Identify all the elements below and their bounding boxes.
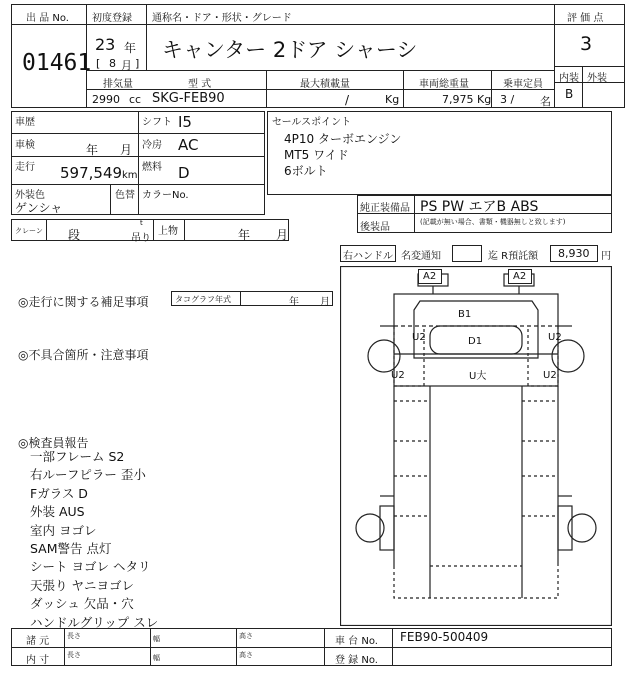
front-right-wheel [552,340,584,372]
sales-point-item: 6ボルト [284,164,328,178]
length-label: 長さ [67,632,81,640]
crane-label: クレーン [15,227,43,235]
exterior-color-value: ゲンシャ [15,201,63,215]
tachograph-month-unit: 月 [320,297,330,308]
max-load-value: / [345,93,350,107]
fuel-label: 燃料 [142,162,162,173]
vehicle-name: キャンター 2ドア シャーシ [162,38,418,62]
interior-height-label: 高さ [239,651,253,659]
driving-notes-label: ◎走行に関する補足事項 [18,295,149,309]
interior-dimensions-label: 内 寸 [26,655,50,666]
inspector-item: シート ヨゴレ ヘタリ [30,559,151,575]
aircon-value: AC [178,136,199,154]
width-label: 幅 [153,635,160,643]
max-load-unit: Kg [385,93,400,106]
sales-point-item: MT5 ワイド [284,148,349,162]
standard-equipment-value: PS PW エアB ABS [420,199,539,215]
inspector-item: Fガラス D [30,485,88,501]
deposit-unit: 円 [601,251,611,262]
history-label: 車歴 [15,117,35,128]
name-change-label: 名変通知 [401,251,441,262]
damage-mark-u2: U2 [412,332,426,343]
upper-month-unit: 月 [276,228,289,242]
name-change-box [452,245,482,262]
rear-right-fender [558,506,572,550]
inspector-item: SAM警告 点灯 [30,541,112,557]
gross-weight-value: 7,975 [442,93,474,106]
dimensions-label: 諸 元 [26,636,50,647]
mileage-value: 597,549 [60,164,123,182]
displacement-unit: cc [129,93,142,106]
inspection-year-unit: 年 [86,143,99,157]
year-unit: 年 [124,41,137,55]
first-registration-label: 初度登録 [92,13,132,24]
interior-grade-value: B [565,87,574,101]
fuel-value: D [178,164,190,182]
truck-damage-diagram [340,266,612,626]
rear-left-fender [380,506,394,550]
gross-weight-unit: Kg [477,93,492,106]
inspector-item: ハンドルグリップ スレ [30,614,159,630]
first-registration-month: 8 [109,57,116,70]
max-load-label: 最大積載量 [300,79,350,90]
inspector-item: 一部フレーム S2 [30,449,125,464]
interior-grade-label: 内装 [559,73,579,84]
month-bracket-close: ] [135,57,140,70]
inspector-report-label: ◎検査員報告 [18,436,89,450]
damage-mark-a2: A2 [423,271,437,282]
inspector-item: 天張り ヤニヨゴレ [30,577,134,593]
damage-mark-u2: U2 [548,332,562,343]
tachograph-year-unit: 年 [289,297,299,308]
color-change-label: 色替 [115,190,135,201]
chassis-number-label: 車 台 No. [335,636,378,647]
lot-number: 01461 [22,50,92,76]
inspector-item: 室内 ヨゴレ [30,522,97,538]
capacity-label: 乗車定員 [503,79,543,90]
deposit-value: 8,930 [558,247,590,260]
inspection-label: 車検 [15,140,35,151]
capacity-unit: 名 [540,95,551,108]
height-label: 高さ [239,632,253,640]
color-number-label: カラーNo. [142,190,189,201]
interior-length-label: 長さ [67,651,81,659]
crane-ton-mark: t [140,219,143,227]
aftermarket-label: 後装品 [360,222,390,233]
crane-stage-unit: 段 [68,228,81,242]
inspection-month-unit: 月 [120,143,133,157]
damage-mark-d1: D1 [468,336,483,347]
right-hand-drive-label: 右ハンドル [343,251,393,262]
displacement-value: 2990 [92,93,120,106]
gross-weight-label: 車両総重量 [419,79,469,90]
sales-points-label: セールスポイント [272,117,352,128]
month-unit: 月 [121,59,132,72]
month-bracket-open: [ [96,57,101,70]
shift-value: I5 [178,113,192,131]
defects-label: ◎不具合箇所・注意事項 [18,348,149,362]
inspector-item: ダッシュ 欠品・穴 [30,596,134,612]
damage-mark-u-large: U大 [469,371,487,382]
damage-mark-u2: U2 [543,370,557,381]
upper-year-unit: 年 [238,228,251,242]
interior-width-label: 幅 [153,654,160,662]
model-label: 型 式 [188,79,212,90]
damage-mark-a2: A2 [513,271,527,282]
aircon-label: 冷房 [142,140,162,151]
front-left-wheel [368,340,400,372]
registration-number-label: 登 録 No. [335,655,378,666]
exterior-grade-label: 外装 [587,73,607,84]
grade-label: 評 価 点 [567,13,604,24]
grade-value: 3 [580,33,593,55]
damage-mark-u2: U2 [391,370,405,381]
capacity-value: 3 / [500,93,515,106]
tachograph-label: タコグラフ年式 [175,295,231,304]
first-registration-year: 23 [95,35,116,54]
exterior-color-label: 外装色 [15,190,45,201]
displacement-label: 排気量 [103,79,133,90]
standard-equipment-label: 純正装備品 [360,203,410,214]
inspector-item: 外装 AUS [30,504,85,520]
crane-hang-unit: 吊り [131,233,151,244]
vehicle-name-label: 通称名・ドア・形状・グレード [152,13,292,24]
sales-point-item: 4P10 ターボエンジン [284,132,402,146]
inspector-report-list [30,448,158,632]
inspector-item: 右ルーフピラー 歪小 [30,467,146,483]
aftermarket-note: (記載が無い場合、書類・機器無しと致します) [420,218,566,226]
lot-number-label: 出 品 No. [26,13,69,24]
model-value: SKG-FEB90 [152,91,225,106]
mileage-unit: km [122,170,138,181]
mileage-label: 走行 [15,162,35,173]
upper-body-label: 上物 [158,226,178,237]
damage-mark-b1: B1 [458,309,472,320]
chassis-number-value: FEB90-500409 [400,630,489,644]
deposit-label: 迄 R預託額 [488,251,539,262]
shift-label: シフト [142,117,172,128]
